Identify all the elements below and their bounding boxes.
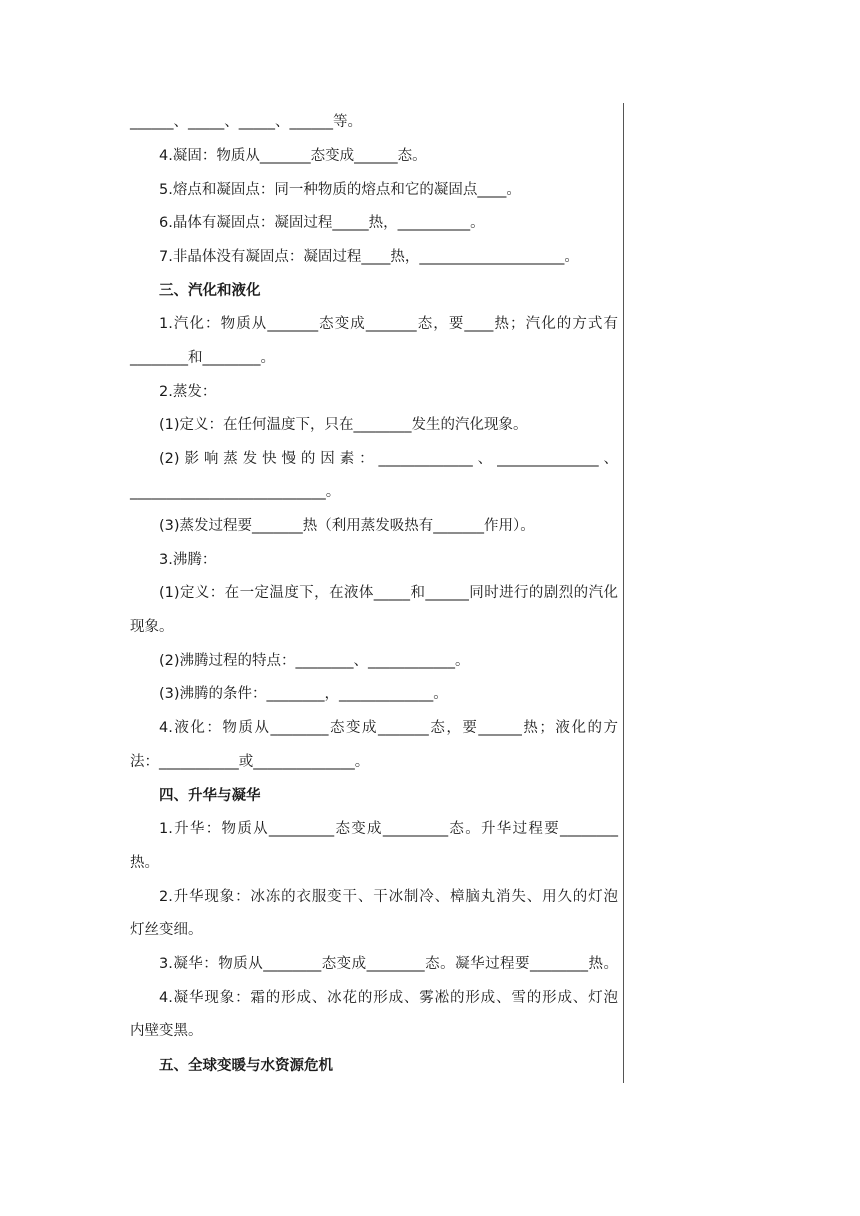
text-line: (3)沸腾的条件：________，_____________。 xyxy=(159,686,448,702)
section-heading: 三、汽化和液化 xyxy=(159,283,261,299)
text-line: 7.非晶体没有凝固点：凝固过程____热，____________________。 xyxy=(159,249,579,265)
text-line: 3.凝华：物质从________态变成________态。凝华过程要________热。 xyxy=(159,956,618,972)
text-line: ______、_____、_____、______等。 xyxy=(130,114,362,130)
text-line: 1.汽化：物质从_______态变成_______态，要____热；汽化的方式有 xyxy=(159,316,618,332)
text-line: 法：___________或______________。 xyxy=(130,754,370,770)
text-line: (3)蒸发过程要_______热（利用蒸发吸热有_______作用）。 xyxy=(159,518,535,534)
text-line: 现象。 xyxy=(130,619,174,635)
text-line: 灯丝变细。 xyxy=(130,922,203,938)
text-line: 2.升华现象：冰冻的衣服变干、干冰制冷、樟脑丸消失、用久的灯泡 xyxy=(159,889,618,905)
text-line: 1.升华：物质从_________态变成_________态。升华过程要________ xyxy=(159,821,618,837)
column-divider xyxy=(623,103,624,1083)
text-line: 5.熔点和凝固点：同一种物质的熔点和它的凝固点____。 xyxy=(159,182,521,198)
text-line: 4.液化：物质从________态变成_______态，要______热；液化的方 xyxy=(159,720,618,736)
text-line: (1)定义：在一定温度下，在液体_____和______同时进行的剧烈的汽化 xyxy=(159,585,618,601)
text-line: 6.晶体有凝固点：凝固过程_____热，__________。 xyxy=(159,215,485,231)
text-line: (2)影响蒸发快慢的因素：_____________、______________、 xyxy=(159,451,618,467)
text-line: 4.凝华现象：霜的形成、冰花的形成、雾凇的形成、雪的形成、灯泡 xyxy=(159,990,618,1006)
text-line: ________和________。 xyxy=(130,350,275,366)
section-heading: 五、全球变暖与水资源危机 xyxy=(159,1058,333,1074)
text-line: 3.沸腾： xyxy=(159,552,217,568)
text-line: 4.凝固：物质从_______态变成______态。 xyxy=(159,148,427,164)
text-line: 热。 xyxy=(130,855,159,871)
text-line: ___________________________。 xyxy=(130,484,341,500)
section-heading: 四、升华与凝华 xyxy=(159,788,261,804)
text-line: (2)沸腾过程的特点：________、____________。 xyxy=(159,653,470,669)
text-line: (1)定义：在任何温度下，只在________发生的汽化现象。 xyxy=(159,417,528,433)
text-line: 2.蒸发： xyxy=(159,384,217,400)
text-line: 内壁变黑。 xyxy=(130,1023,203,1039)
